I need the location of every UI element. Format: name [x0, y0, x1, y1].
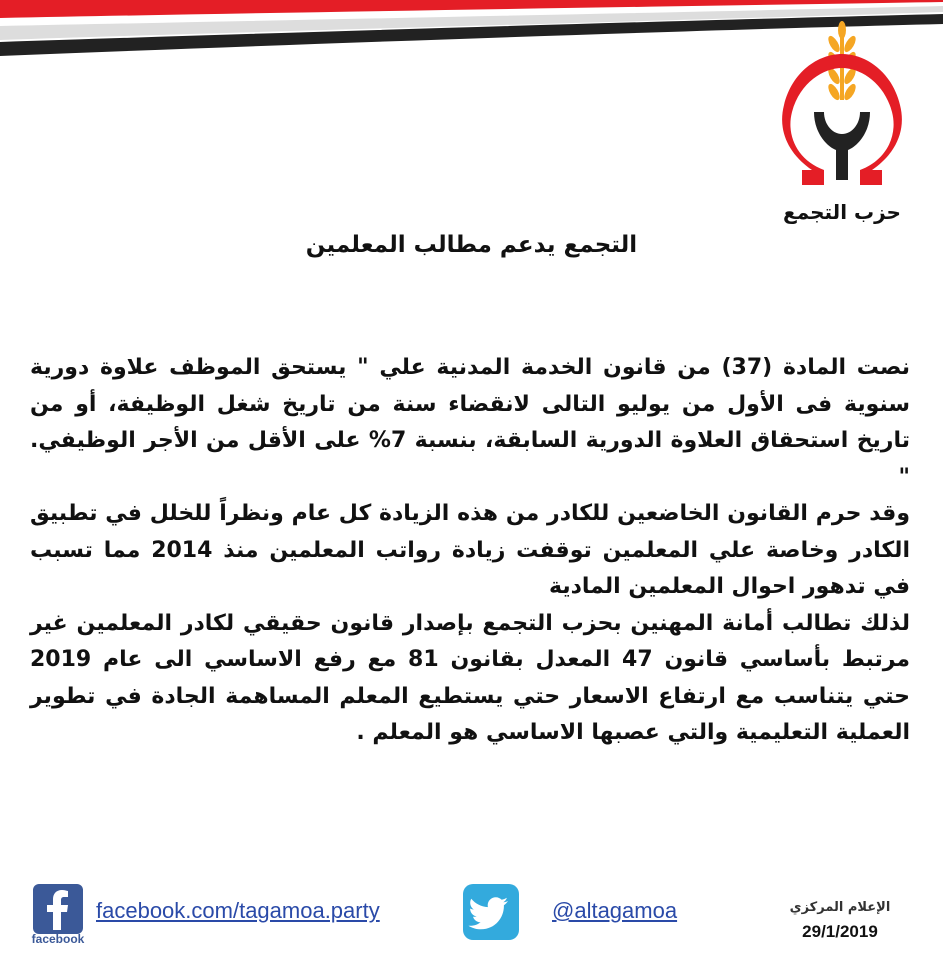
statement-date: 29/1/2019 [802, 922, 878, 941]
twitter-icon[interactable] [463, 884, 519, 940]
facebook-wordmark: facebook [31, 932, 85, 946]
paragraph-cadre: وقد حرم القانون الخاضعين للكادر من هذه الزيادة كل عام ونظراً للخلل في تطبيق الكادر وخاصة علي المعلمين توقفت زيادة رواتب المعلمين منذ 2014 مما تسبب في تدهور احوال المعلمين المادية [30, 501, 910, 599]
statement-body [30, 350, 910, 752]
facebook-icon[interactable] [33, 884, 83, 934]
statement-title: التجمع يدعم مطالب المعلمين [305, 232, 638, 258]
paragraph-article-37: نصت المادة (37) من قانون الخدمة المدنية علي " يستحق الموظف علاوة دورية سنوية فى الأول من يوليو التالى لانقضاء سنة من تاريخ شغل الوظيفة، أو من تاريخ استحقاق العلاوة الدورية السابقة، بنسبة 7% على الأقل من الأجر الوظيفي. " [30, 355, 910, 490]
twitter-link[interactable]: @altagamoa [552, 898, 678, 923]
party-name: حزب التجمع [783, 200, 901, 224]
footer [0, 870, 943, 960]
media-department: الإعلام المركزي [789, 900, 891, 915]
paragraph-demands: لذلك تطالب أمانة المهنين بحزب التجمع بإصدار قانون حقيقي لكادر المعلمين غير مرتبط بأساسي قانون 47 المعدل بقانون 81 مع رفع الاساسي الى عام 2019 حتي يتناسب مع ارتفاع الاسعار حتي يستطيع المعلم المساهمة الجادة في تطوير العملية التعليمية والتي عصبها الاساسي هو المعلم . [30, 610, 911, 745]
facebook-link[interactable]: facebook.com/tagamoa.party [96, 898, 380, 923]
wheat-gear-emblem [772, 20, 912, 200]
party-logo [772, 20, 912, 230]
